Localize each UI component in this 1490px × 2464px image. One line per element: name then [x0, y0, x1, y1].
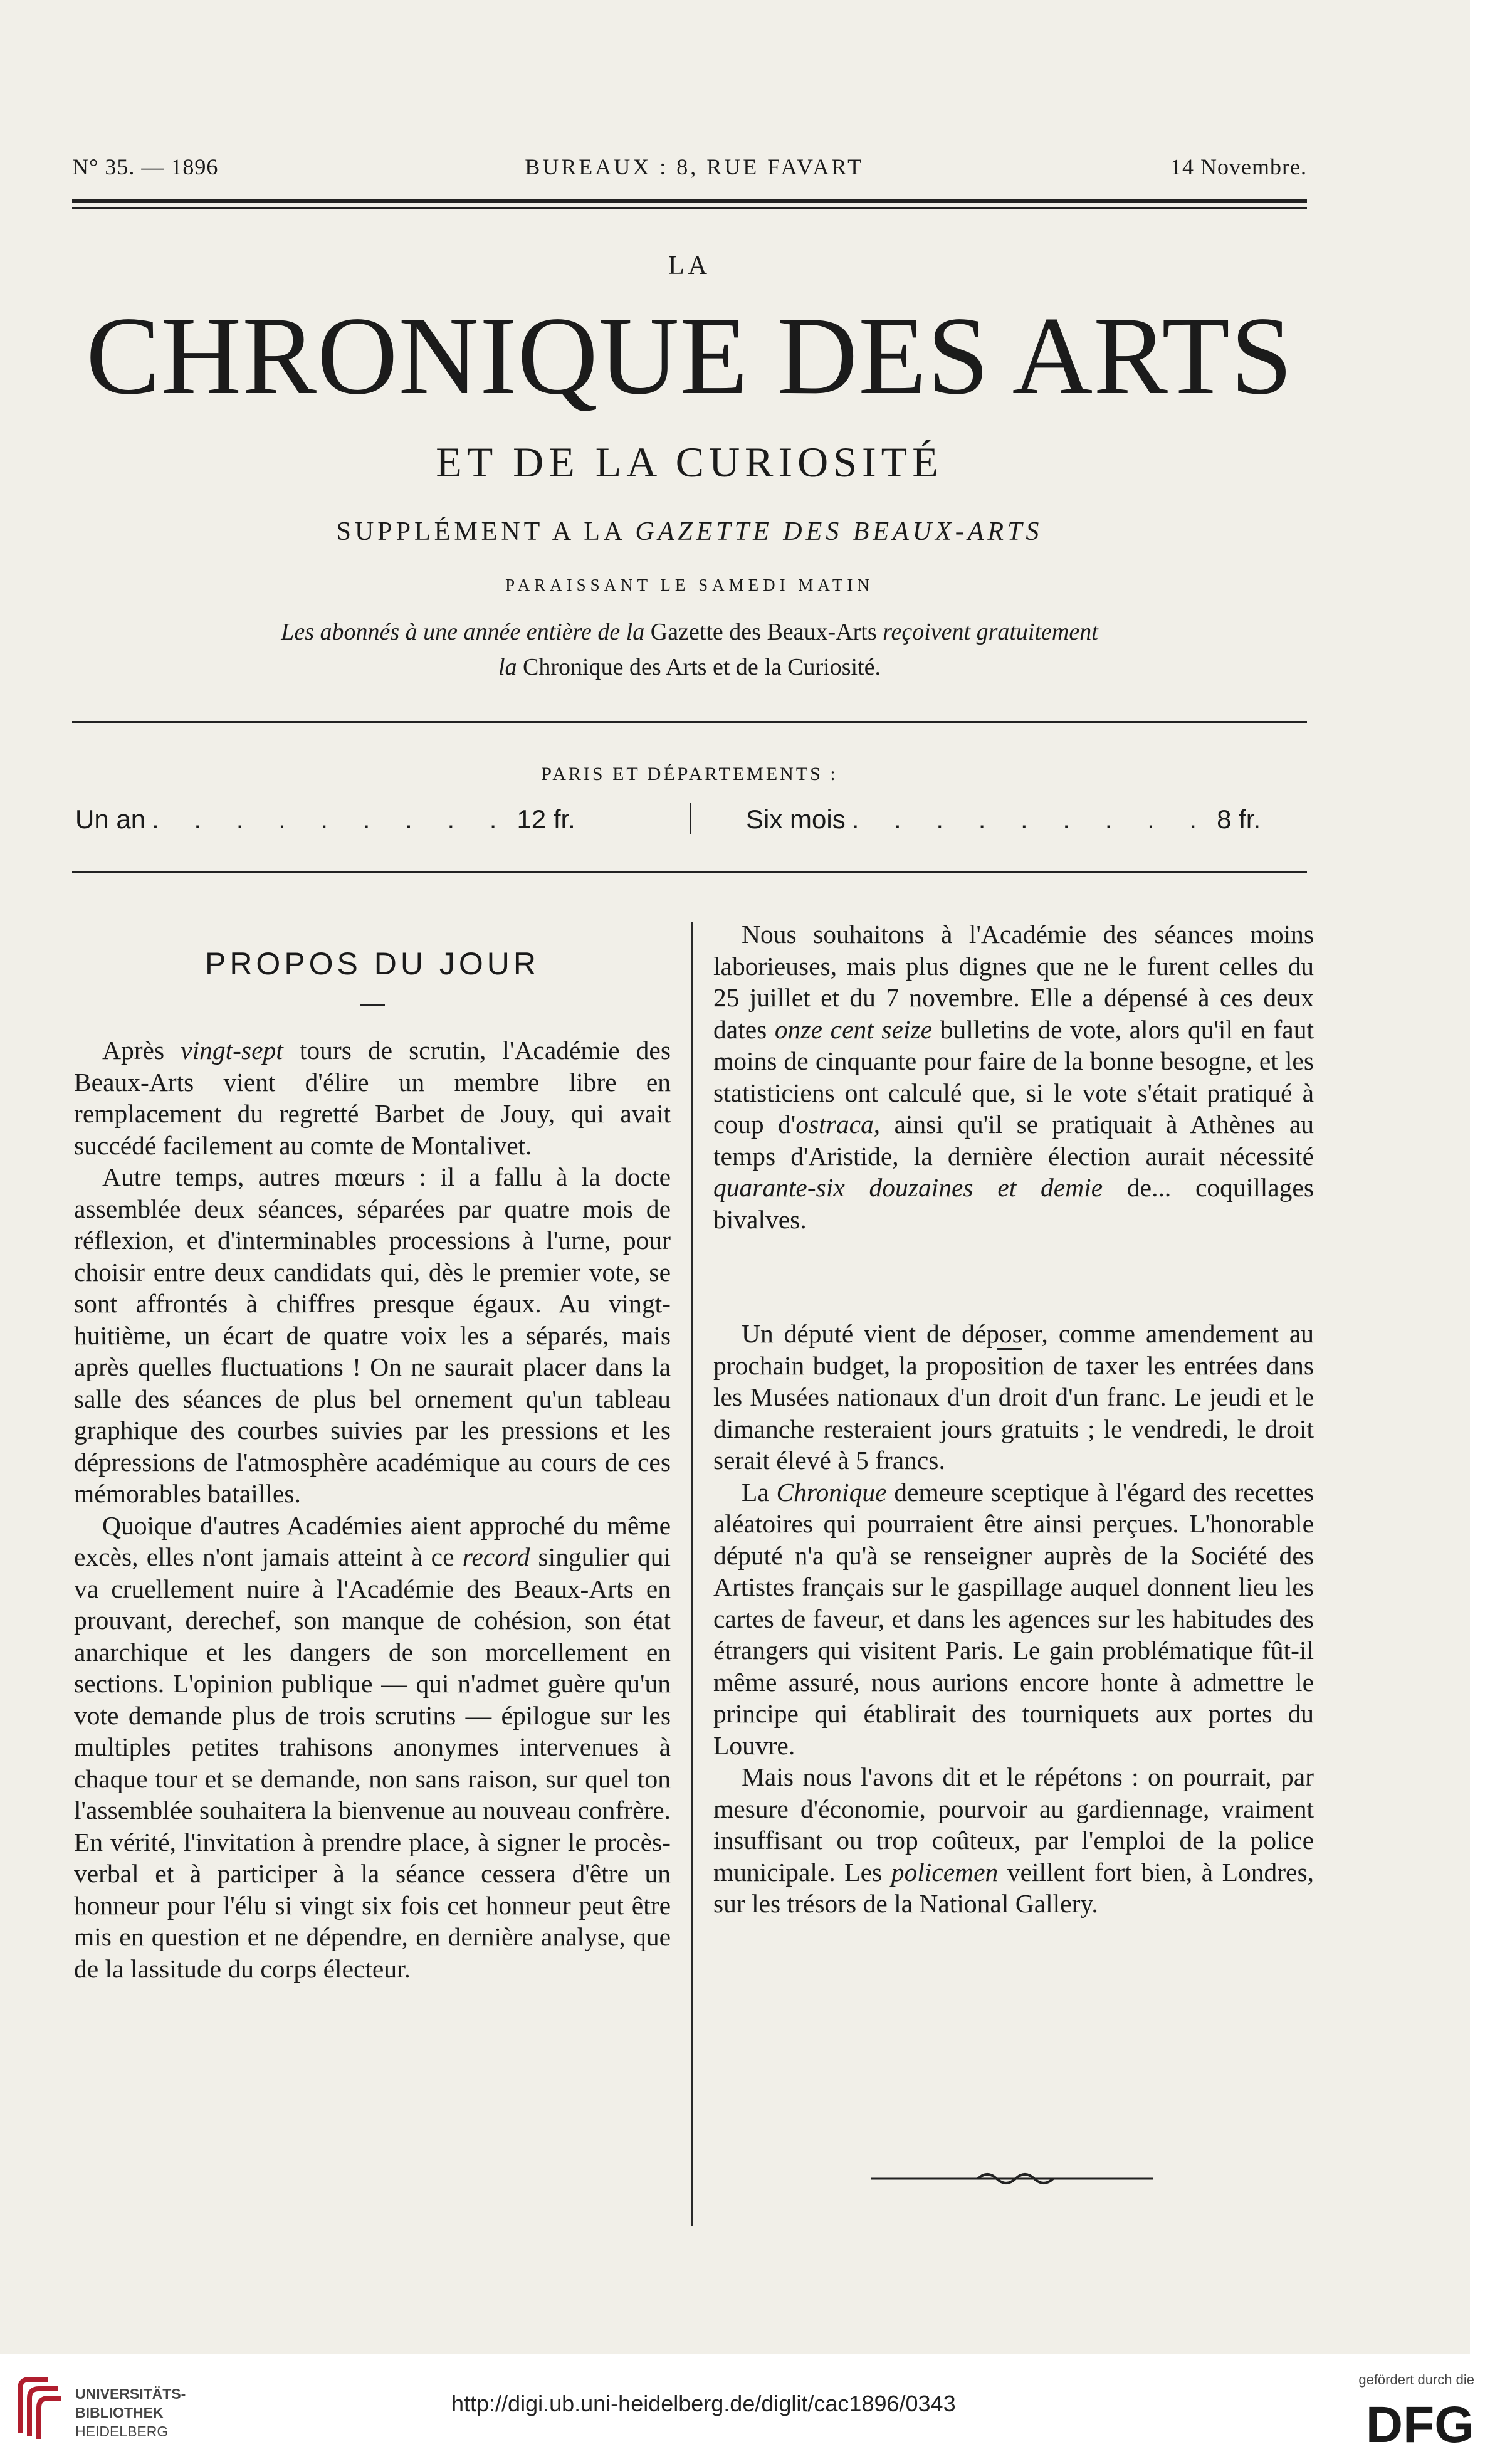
left-column: [74, 1035, 671, 1984]
text-run: , ainsi qu'il se pratiquait à Athènes au temps d'Aristide, la dernière élection aurait nécessité: [713, 1110, 1314, 1171]
tarif-year-label: Un an: [75, 804, 146, 834]
text-run-italic: record: [462, 1542, 530, 1571]
header-rule-bottom: [72, 871, 1307, 873]
section-title: PROPOS DU JOUR: [204, 946, 540, 981]
text-run: de... coquillages bivalves.: [713, 1173, 1314, 1234]
publication-schedule: PARAISSANT LE SAMEDI MATIN: [505, 576, 874, 594]
subscriber-note-c: reçoivent gratuitement: [883, 619, 1098, 645]
uni-line-2: BIBLIOTHEK: [75, 2404, 164, 2421]
journal-subtitle: ET DE LA CURIOSITÉ: [436, 438, 943, 486]
tarif-dots-right: . . . . . . . . .: [851, 804, 1211, 834]
tarif-separator: [690, 803, 691, 834]
uni-line-1: UNIVERSITÄTS-: [75, 2386, 186, 2402]
university-library-name: [75, 2384, 186, 2441]
dfg-logo-icon: [1330, 2398, 1474, 2448]
title-dash: [360, 1004, 385, 1006]
text-run: bulletins de vote, alors qu'il en faut moins de cinquante pour faire de la bonne besogne, et les statisticiens ont calculé que, si le vote s'était pratiqué à coup d': [713, 1014, 1314, 1139]
right-paragraph-1: [713, 919, 1314, 1235]
bureaux-address: BUREAUX : 8, RUE FAVART: [525, 154, 864, 179]
header-rule-top: [72, 721, 1307, 723]
tarif-six-months: [746, 804, 1261, 834]
subscriber-note-e: Chronique des Arts et de la Curiosité.: [517, 654, 881, 680]
subscriber-note-b: Gazette des Beaux-Arts: [644, 619, 883, 645]
text-run-italic: ostraca: [795, 1110, 874, 1139]
tarif-year-price: 12 fr.: [517, 804, 575, 834]
page-edge: [1470, 0, 1490, 2354]
text-run: La: [742, 1477, 777, 1507]
left-paragraph-1: [74, 1035, 671, 1161]
issue-number: N° 35. — 1896: [72, 154, 219, 179]
journal-title: CHRONIQUE DES ARTS: [86, 293, 1293, 418]
tarif-six-price: 8 fr.: [1217, 804, 1261, 834]
text-run: singulier qui va cruellement nuire à l'Académie des Beaux-Arts en prouvant, derechef, son manque de cohésion, son état anarchique et les dangers de son morcellement en sections. L'opinion publique — qui n'admet guère qu'un vote demande plus de trois scrutins — épilogue sur les multiples petites trahisons anonymes intervenues à chaque tour et se demande, non sans raison, sur quel ton l'assemblée souhaitera la bienvenue au nouveau confrère. En vérité, l'invitation à prendre place, à signer le procès-verbal et à participer à la séance cessera d'être un honneur pour l'élu si vingt six fois cet honneur peut être mis en question et ne dépendre, en dernière analyse, que de la lassitude du corps électeur.: [74, 1542, 671, 1983]
column-divider: [691, 922, 693, 2226]
text-run-italic: Chronique: [776, 1477, 887, 1507]
permalink-url[interactable]: http://digi.ub.uni-heidelberg.de/diglit/cac1896/0343: [451, 2391, 956, 2416]
title-article: LA: [668, 251, 711, 280]
subscriber-note: [0, 614, 1379, 685]
text-run-italic: onze cent seize: [774, 1014, 933, 1044]
university-library-logo-icon: [14, 2373, 64, 2442]
text-run: veillent fort bien, à Londres, sur les trésors de la National Gallery.: [713, 1857, 1314, 1918]
subscription-region: PARIS ET DÉPARTEMENTS :: [541, 764, 838, 784]
left-paragraph-2: Autre temps, autres mœurs : il a fallu à la docte assemblée deux séances, séparées par quatre mois de réflexion, et d'interminables processions à l'urne, pour choisir entre deux candidats qui, dès le premier vote, se sont affrontés à chiffres presque égaux. Au vingt-huitième, un écart de quatre voix les a séparés, mais après quelles fluctuations ! On ne saurait placer dans la salle des séances de plus bel ornement qu'un tableau graphique des courbes suivies par les pressions et les dépressions de l'atmosphère académique au cours de ces mémorables batailles.: [74, 1162, 671, 1508]
text-run-italic: policemen: [891, 1857, 999, 1887]
text-run-italic: quarante-six douzaines et demie: [713, 1173, 1103, 1202]
paragraph-dash: [997, 1348, 1022, 1350]
text-run: demeure sceptique à l'égard des recettes aléatoires qui pourraient être ainsi perçues. L'honorable député n'a qu'à se renseigner auprès de la Société des Artistes français sur le gaspillage auquel donnent lieu les cartes de faveur, et dans les agences sur les habitudes des étrangers qui visitent Paris. Le gain problématique fût-il même assuré, nous aurions encore honte à admettre le principe qui établirait des tourniquets aux portes du Louvre.: [713, 1477, 1314, 1760]
issue-date: 14 Novembre.: [1170, 154, 1307, 179]
subscriber-note-a: Les abonnés à une année entière de la: [281, 619, 645, 645]
right-paragraph-2: Un député vient de déposer, comme amendement au prochain budget, la proposition de taxer les entrées dans les Musées nationaux d'un droit d'un franc. Le jeudi et le dimanche resteraient jours gratuits ; le vendredi, le droit serait élevé à 5 francs.: [713, 1319, 1314, 1475]
tarif-dots-left: . . . . . . . . .: [152, 804, 511, 834]
masthead-double-rule: [72, 199, 1307, 209]
dfg-sponsor-note: gefördert durch die: [1358, 2372, 1474, 2388]
right-paragraph-4: [713, 1761, 1314, 1920]
tarif-six-label: Six mois: [746, 804, 846, 834]
right-paragraph-3: [713, 1477, 1314, 1762]
text-run: Quoique d'autres Académies aient approché du même excès, elles n'ont jamais atteint à ce: [74, 1510, 671, 1571]
uni-line-3: HEIDELBERG: [75, 2423, 169, 2440]
subscriber-note-d: la: [498, 654, 517, 680]
text-run: Mais nous l'avons dit et le répétons : on pourrait, par mesure d'économie, pourvoir au gardiennage, vraiment insuffisant ou trop coûteux, par l'emploi de la police municipale. Les: [713, 1762, 1314, 1887]
digitization-footer: [0, 2354, 1490, 2464]
dfg-logo-text: DFG: [1365, 2398, 1474, 2448]
supplement-line: [0, 517, 1379, 547]
tarif-year: [75, 804, 575, 834]
text-run: Après: [102, 1036, 181, 1065]
right-column: [713, 919, 1314, 1920]
supplement-prefix: SUPPLÉMENT A LA: [336, 517, 636, 546]
text-run-italic: vingt-sept: [181, 1036, 283, 1065]
end-ornament-icon: [871, 2169, 1153, 2188]
masthead-info-row: [72, 154, 1307, 180]
text-run: Nous souhaitons à l'Académie des séances moins laborieuses, mais plus dignes que ne le furent celles du 25 juillet et du 7 novembre. Elle a dépensé à ces deux dates: [713, 920, 1314, 1044]
left-paragraph-3: [74, 1510, 671, 1985]
paragraph-spacer: [713, 1235, 1314, 1318]
text-run: tours de scrutin, l'Académie des Beaux-Arts vient d'élire un membre libre en remplacement du regretté Barbet de Jouy, qui avait succédé facilement au comte de Montalivet.: [74, 1036, 671, 1160]
supplement-gazette: GAZETTE DES BEAUX-ARTS: [635, 517, 1043, 546]
